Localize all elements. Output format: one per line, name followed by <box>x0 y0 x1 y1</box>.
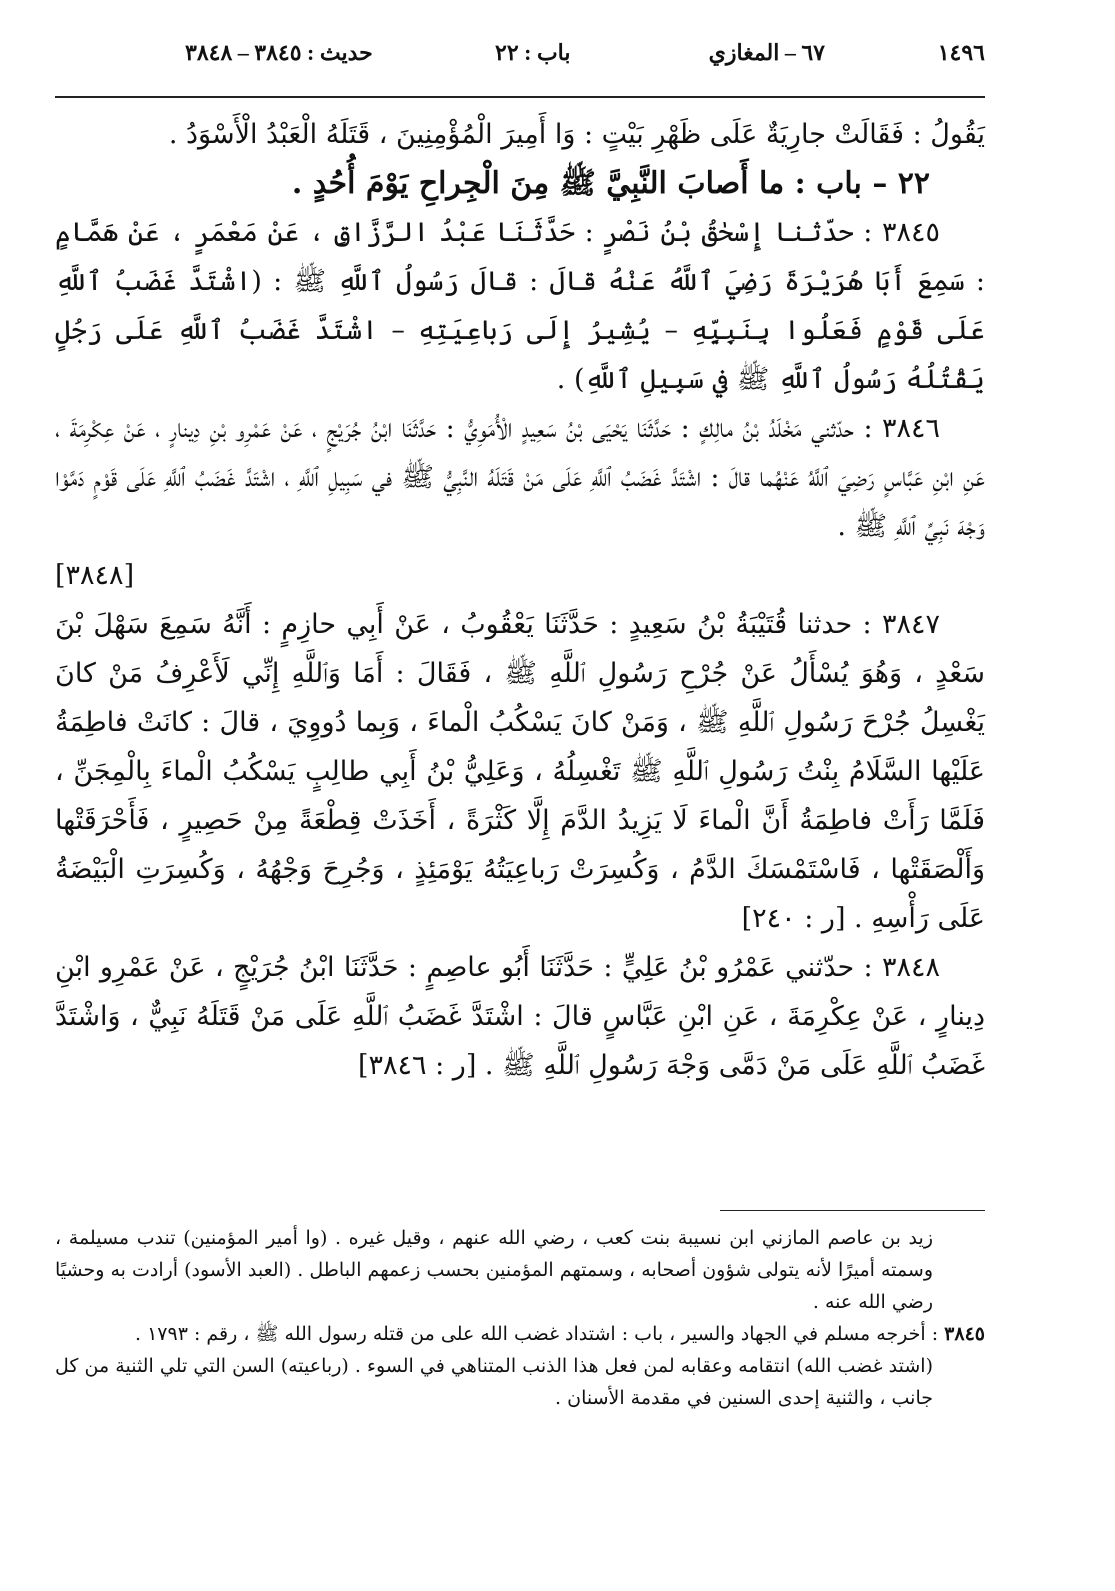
footnote-divider <box>720 1210 985 1211</box>
hadith-range: حديث : ٣٨٤٥ – ٣٨٤٨ <box>185 40 373 65</box>
intro-line: يَقُولُ : فَقَالَتْ جارِيَةٌ عَلَى ظَهْرِ بَيْتٍ : وَا أَمِيرَ الْمُؤْمِنِينَ ، قَتَلَهُ الْعَبْدُ الْأَسْوَدُ . <box>168 119 985 150</box>
footnote-3845-note: (اشتد غضب الله) انتقامه وعقابه لمن فعل هذا الذنب المتناهي في السوء . (رباعيته) السن التي تلي الثنية من كل جانب ، والثنية إحدى السنين في مقدمة الأسنان . <box>55 1355 933 1409</box>
chapter-title: ٦٧ – المغازي <box>708 40 825 65</box>
footnote-previous: زيد بن عاصم المازني ابن نسيبة بنت كعب ، رضي الله عنهم ، وقيل غيره . (وا أمير المؤمنين) تندب مسيلمة ، وسمته أميرًا لأنه يتولى شؤون أصحابه ، وسمتهم المؤمنين بحسب زعمهم الباطل . (العبد الأسود) أرادت به وحشيًا رضي الله عنه . <box>55 1227 933 1313</box>
footnote-3845 <box>55 1318 985 1350</box>
footnotes <box>55 1222 985 1414</box>
footnote-3845-text: : أخرجه مسلم في الجهاد والسير ، باب : اشتداد غضب الله على من قتله رسول الله ﷺ ، رقم : ١٧٩٣ . <box>135 1323 939 1345</box>
hadith-3845: ٣٨٤٥ : حدّثنا إِسْحٰقُ بْنُ نَصْرٍ : حَدَّثَنَا عَبْدُ الرَّزَّاقِ ، عَنْ مَعْمَرٍ ، عَنْ هَمَّامٍ : سَمِعَ أَبَا هُرَيْرَةَ رَضِيَ ٱللَّهُ عَنْهُ قالَ : قالَ رَسُولُ ٱللَّهِ ﷺ : (اشْتَدَّ غَضَبُ ٱللَّهِ عَلَى قَوْمٍ فَعَلُوا بِنَبِيِّهِ – يُشِيرُ إِلَى رَباعِيَتِهِ – اشْتَدَّ غَضَبُ ٱللَّهِ عَلَى رَجُلٍ يَقْتُلُهُ رَسُولُ ٱللَّهِ ﷺ في سَبِيلِ ٱللَّهِ) . <box>55 217 985 395</box>
hadith-3848: ٣٨٤٨ : حدّثني عَمْرُو بْنُ عَلِيٍّ : حَدَّثَنَا أَبُو عاصِمٍ : حَدَّثَنَا ابْنُ جُرَيْجٍ ، عَنْ عَمْرِو ابْنِ دِينارٍ ، عَنْ عِكْرِمَةَ ، عَنِ ابْنِ عَبَّاسٍ قالَ : اشْتَدَّ غَضَبُ ٱللَّهِ عَلَى مَنْ قَتَلَهُ نَبِيٌّ ، وَاشْتَدَّ غَضَبُ ٱللَّهِ عَلَى مَنْ دَمَّى وَجْهَ رَسُولِ ٱللَّهِ ﷺ . [ر : ٣٨٤٦] <box>55 952 985 1081</box>
chapter-heading: ٢٢ – باب : ما أَصابَ النَّبِيَّ ﷺ مِنَ الْجِراحِ يَوْمَ أُحُدٍ . <box>291 166 930 201</box>
main-text <box>55 110 985 1090</box>
page-number: ١٤٩٦ <box>937 40 985 65</box>
footnote-number: ٣٨٤٥ <box>944 1323 985 1345</box>
running-header <box>55 40 985 80</box>
hadith-3846-reference: [٣٨٤٨] <box>55 560 135 591</box>
hadith-3846: ٣٨٤٦ : حدّثني مَخْلَدُ بْنُ مالِكٍ : حَدَّثَنَا يَحْيَى بْنُ سَعِيدٍ الْأُمَوِيُّ : حَدَّثَنَا ابْنُ جُرَيْجٍ ، عَنْ عَمْرِو بْنِ دِينارٍ ، عَنْ عِكْرِمَةَ ، عَنِ ابْنِ عَبَّاسٍ رَضِيَ ٱللَّهُ عَنْهُما قالَ : اشْتَدَّ غَضَبُ ٱللَّهِ عَلَى مَنْ قَتَلَهُ النَّبِيُّ ﷺ في سَبِيلِ ٱللَّهِ ، اشْتَدَّ غَضَبُ ٱللَّهِ عَلَى قَوْمٍ دَمَّوْا وَجْهَ نَبِيِّ ٱللَّهِ ﷺ . <box>55 413 985 542</box>
header-divider <box>55 96 985 98</box>
hadith-3847: ٣٨٤٧ : حدثنا قُتَيْبَةُ بْنُ سَعِيدٍ : حَدَّثَنَا يَعْقُوبُ ، عَنْ أَبِي حازِمٍ : أَنَّهُ سَمِعَ سَهْلَ بْنَ سَعْدٍ ، وَهُوَ يُسْأَلُ عَنْ جُرْحِ رَسُولِ ٱللَّهِ ﷺ ، فَقَالَ : أَمَا وَٱللَّهِ إِنِّي لَأَعْرِفُ مَنْ كانَ يَغْسِلُ جُرْحَ رَسُولِ ٱللَّهِ ﷺ ، وَمَنْ كانَ يَسْكُبُ الْماءَ ، وَبِما دُووِيَ ، قالَ : كانَتْ فاطِمَةُ عَلَيْها السَّلَامُ بِنْتُ رَسُولِ ٱللَّهِ ﷺ تَغْسِلُهُ ، وَعَلِيُّ بْنُ أَبِي طالِبٍ يَسْكُبُ الْماءَ بِالْمِجَنِّ ، فَلَمَّا رَأَتْ فاطِمَةُ أَنَّ الْماءَ لَا يَزِيدُ الدَّمَ إِلَّا كَثْرَةً ، أَخَذَتْ قِطْعَةً مِنْ حَصِيرٍ ، فَأَحْرَقَتْها وَأَلْصَقَتْها ، فَاسْتَمْسَكَ الدَّمُ ، وَكُسِرَتْ رَباعِيَتُهُ يَوْمَئِذٍ ، وَجُرِحَ وَجْهُهُ ، وَكُسِرَتِ الْبَيْضَةُ عَلَى رَأْسِهِ . [ر : ٢٤٠] <box>55 609 985 934</box>
bab-number: باب : ٢٢ <box>495 40 571 65</box>
